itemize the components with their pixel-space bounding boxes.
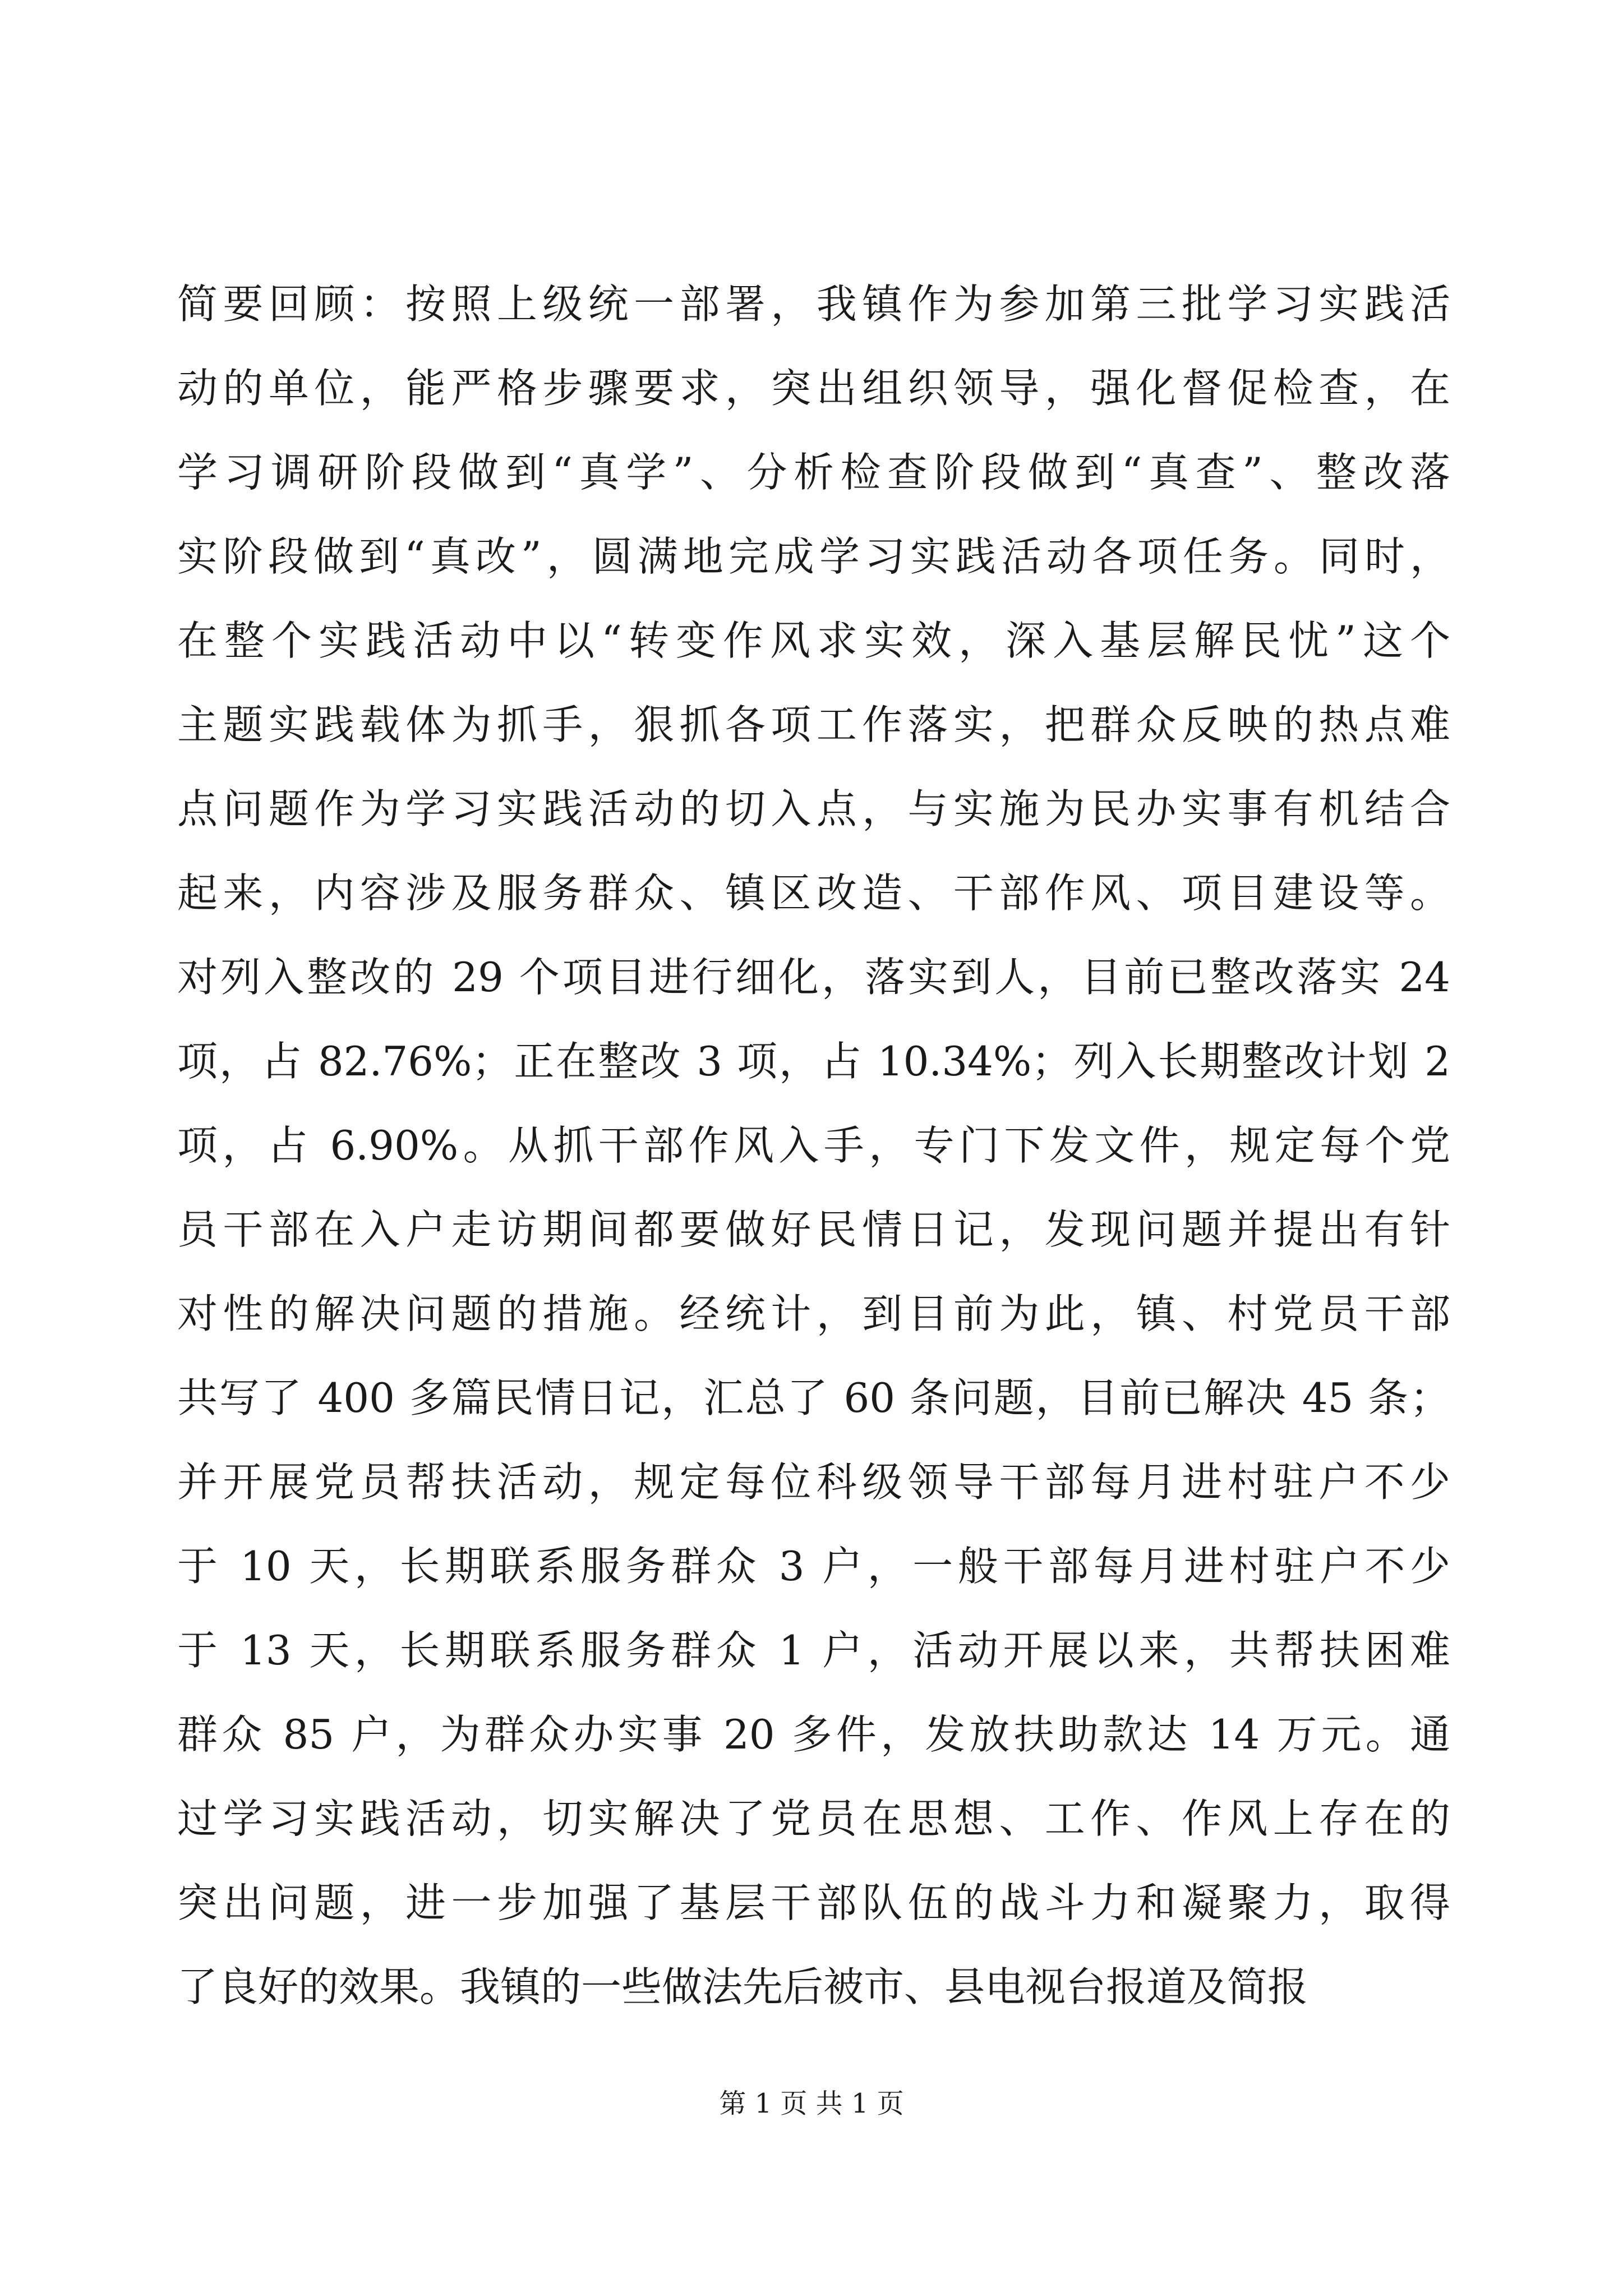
- text-line: 突出问题，进一步加强了基层干部队伍的战斗力和凝聚力，取得: [177, 1879, 1450, 1926]
- text-line: 起来，内容涉及服务群众、镇区改造、干部作风、项目建设等。: [177, 869, 1450, 917]
- text-line: 学习调研阶段做到“真学”、分析检查阶段做到“真查”、整改落: [177, 449, 1450, 496]
- text-line: 动的单位，能严格步骤要求，突出组织领导，强化督促检查，在: [177, 365, 1450, 412]
- text-line: 并开展党员帮扶活动，规定每位科级领导干部每月进村驻户不少: [177, 1458, 1450, 1506]
- text-line: 对列入整改的 29 个项目进行细化，落实到人，目前已整改落实 24: [177, 954, 1450, 1001]
- text-line: 于 13 天，长期联系服务群众 1 户，活动开展以来，共帮扶困难: [177, 1627, 1450, 1674]
- text-line: 群众 85 户，为群众办实事 20 多件，发放扶助款达 14 万元。通: [177, 1711, 1450, 1758]
- text-line: 在整个实践活动中以“转变作风求实效，深入基层解民忧”这个: [177, 617, 1450, 664]
- body-paragraph: [177, 262, 1450, 2029]
- text-line: 项，占 6.90%。从抓干部作风入手，专门下发文件，规定每个党: [177, 1122, 1450, 1169]
- text-line: 简要回顾：按照上级统一部署，我镇作为参加第三批学习实践活: [177, 280, 1450, 328]
- text-line: 项，占 82.76%；正在整改 3 项，占 10.34%；列入长期整改计划 2: [177, 1038, 1450, 1085]
- text-line: 了良好的效果。我镇的一些做法先后被市、县电视台报道及简报: [177, 1963, 1308, 2010]
- text-line: 于 10 天，长期联系服务群众 3 户，一般干部每月进村驻户不少: [177, 1543, 1450, 1590]
- text-line: 员干部在入户走访期间都要做好民情日记，发现问题并提出有针: [177, 1206, 1450, 1253]
- text-line: 共写了 400 多篇民情日记，汇总了 60 条问题，目前已解决 45 条；: [177, 1374, 1450, 1421]
- text-line: 过学习实践活动，切实解决了党员在思想、工作、作风上存在的: [177, 1795, 1450, 1842]
- text-line: 实阶段做到“真改”，圆满地完成学习实践活动各项任务。同时，: [177, 533, 1450, 580]
- text-line: 主题实践载体为抓手，狠抓各项工作落实，把群众反映的热点难: [177, 701, 1450, 748]
- text-line: 对性的解决问题的措施。经统计，到目前为此，镇、村党员干部: [177, 1290, 1450, 1337]
- text-line: 点问题作为学习实践活动的切入点，与实施为民办实事有机结合: [177, 785, 1450, 832]
- page-number-footer: 第 1 页 共 1 页: [719, 2088, 904, 2119]
